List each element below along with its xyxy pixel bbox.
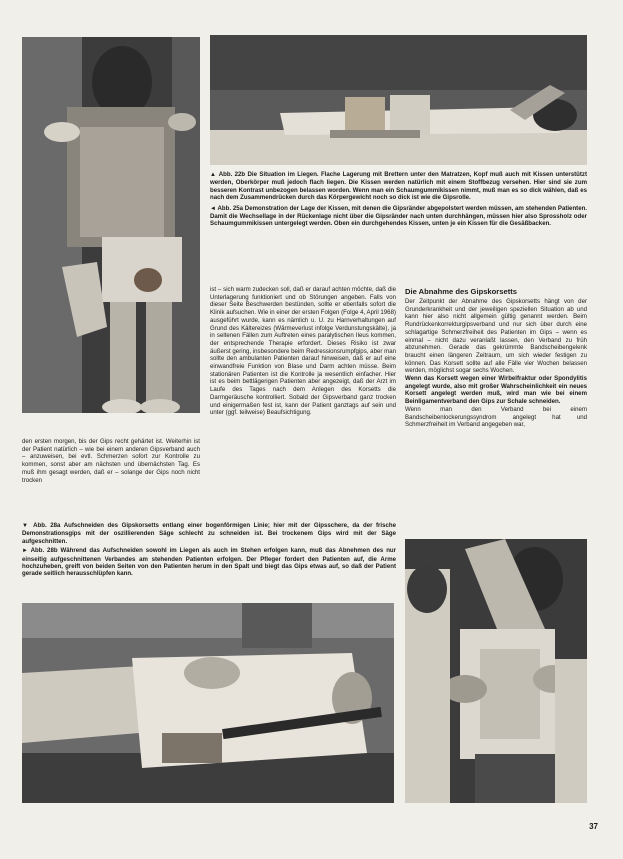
caption-abb-28a — [22, 522, 396, 545]
paragraph: Der Zeitpunkt der Abnahme des Gipskorsetts hängt von der Grunderkrankheit und der jeweiligen speziellen Situation ab und kann hier also nicht allgemein gültig genannt werden. Beim Rundrückenkorrekturgipsverband und nur sich über durch eine schlagartige Schmerzfreiheit des Patienten im Gips – wenn es einmal – nicht dazu veranlaßt lassen, den Verband zu früh abzunehmen. Gerade das gekrümmte Bandscheibengelenk braucht einen längeren Zeitraum, um sich wieder festigen zu können. Das Korsett sollte auf alle Fälle vier Wochen belassen werden, möglichst sogar sechs Wochen. — [405, 298, 587, 375]
caption-text: Demonstration der Lage der Kissen, mit denen die Gipsränder abgepolstert werden müssen, am stehenden Patienten. Damit die Wechsellage in der Rückenlage nicht über die Gipsränder nach unten durchhängen, müssen hier also Sprossholz oder Schaumgummikissen untergelegt werden. Oben ein durchgehendes Kissen, unten je ein Kissen für die Gesäßbacken. — [210, 204, 588, 228]
photo-lying-patient — [210, 35, 587, 165]
paragraph: Wenn das Korsett wegen einer Wirbelfraktur oder Spondylitis angelegt wurde, also mit großer Wahrscheinlichkeit ein neues Korsett angelegt werden muß, wird man wie bei einem Beinligamentverband den Gips zur Schale schneiden. — [405, 375, 587, 406]
caption-abb-25a — [210, 205, 587, 228]
body-text-left-column — [22, 438, 200, 484]
paragraph: ist – sich warm zudecken soll, daß er darauf achten möchte, daß die Unterlagerung funktioniert und ob Störungen angeben. Falls von dieser Seite Beschwerden bestünden, sollte er ebenfalls sofort die Klinik aufsuchen. Wie in einer der ersten Folgen (Folge 4, April 1968) ausgeführt wurde, kann es nämlich u. U. zu Harnverhaltungen auf Grund des Kältereizes (Wärmeverlust infolge Verdunstungskälte), ja in seltenen Fällen zum Auftreten eines paralytischen Ileus kommen, der entsprechende Therapie erfordert. Dieses Risiko ist zwar äußerst gering, insbesondere beim Redressionsrumpfgips, aber man sollte den ambulanten Patienten darauf hinweisen, daß er auf eine einwandfreie Funktion von Blase und Darm achten müsse. Beim stationären Patienten ist die Kontrolle ja wesentlich einfacher. Hier ist es beim bettlägerigen Patienten aber angezeigt, daß der Arzt im Laufe des Tages nach dem Anlegen des Korsetts die Darmgeräusche kontrolliert. Sobald der Gipsverband ganz trocken und einigermaßen fest ist, kann der Patient ganztags auf sein und unter (ggf. teilweise) Beaufsichtigung. — [210, 286, 396, 417]
page-number: 37 — [589, 822, 598, 831]
paragraph: Wenn man den Verband bei einem Bandscheibenlockerungssyndrom angelegt hat und Schmerzfreiheit im Verband angegeben war, — [405, 405, 587, 429]
triangle-right-icon: ► — [22, 548, 28, 555]
triangle-left-icon: ◄ — [210, 205, 216, 212]
caption-label: Abb. 28a — [33, 522, 61, 529]
body-text-right-column — [405, 286, 587, 429]
photo-removing-corset — [405, 539, 587, 803]
triangle-up-icon: ▲ — [210, 172, 217, 178]
caption-text: Die Situation im Liegen. Flache Lagerung mit Brettern unter den Matratzen, Kopf muß auch mit Kissen unterstützt werden, Oberkörper muß jedoch flach liegen. Die Kissen werden natürlich mit einem Stoffbezug versehen. Hier sind sie zum besseren Kontrast unbezogen belassen worden. Wenn man ein Schaumgummikissen nimmt, muß man es so dick wählen, daß es nach dem Zusammendrücken durch das Körpergewicht noch so dick ist wie die Gipsrolle. — [210, 171, 587, 202]
caption-abb-28b — [22, 547, 396, 578]
caption-label: Abb. 25a — [217, 204, 244, 212]
photo-cutting-corset — [22, 603, 394, 803]
caption-block-top — [210, 171, 587, 230]
caption-text: Während das Aufschneiden sowohl im Liegen als auch im Stehen erfolgen kann, muß das Abnehmen des nur einseitig aufgeschnittenen Verbandes am stehenden Patienten erfolgen. Der Pfleger fordert den Patienten auf, die Arme hochzuheben, greift von beiden Seiten von den Patienten herum in den Spalt und biegt das Gips etwas auf, so daß der Patient gerade seitlich herausschlüpfen kann. — [22, 547, 397, 578]
caption-abb-22b — [210, 171, 587, 202]
caption-label: Abb. 22b — [218, 171, 246, 178]
caption-text: Aufschneiden des Gipskorsetts entlang einer bogenförmigen Linie; hier mit der Gipsschere, da der frische Demonstrationsgips mit der oszillierenden Säge schlecht zu schneiden ist. Bei trockenem Gips wird mit der Säge aufgeschnitten. — [22, 522, 396, 545]
paragraph: den ersten morgen, bis der Gips recht gehärtet ist. Weiterhin ist der Patient natürlich – wie bei einem anderen Gipsverband auch – anzuweisen, bei evtl. Schmerzen sofort zur Kontrolle zu kommen, sonst aber am nächsten und übernächsten Tag. Es muß ihm gesagt werden, daß er – solange der Gips noch nicht trocken — [22, 438, 200, 484]
caption-block-bottom — [22, 522, 396, 580]
body-text-middle-column — [210, 286, 396, 417]
caption-label: Abb. 28b — [30, 547, 58, 555]
section-heading: Die Abnahme des Gipskorsetts — [405, 287, 517, 296]
triangle-down-icon: ▼ — [22, 523, 30, 529]
photo-standing-patient-back — [22, 37, 200, 413]
